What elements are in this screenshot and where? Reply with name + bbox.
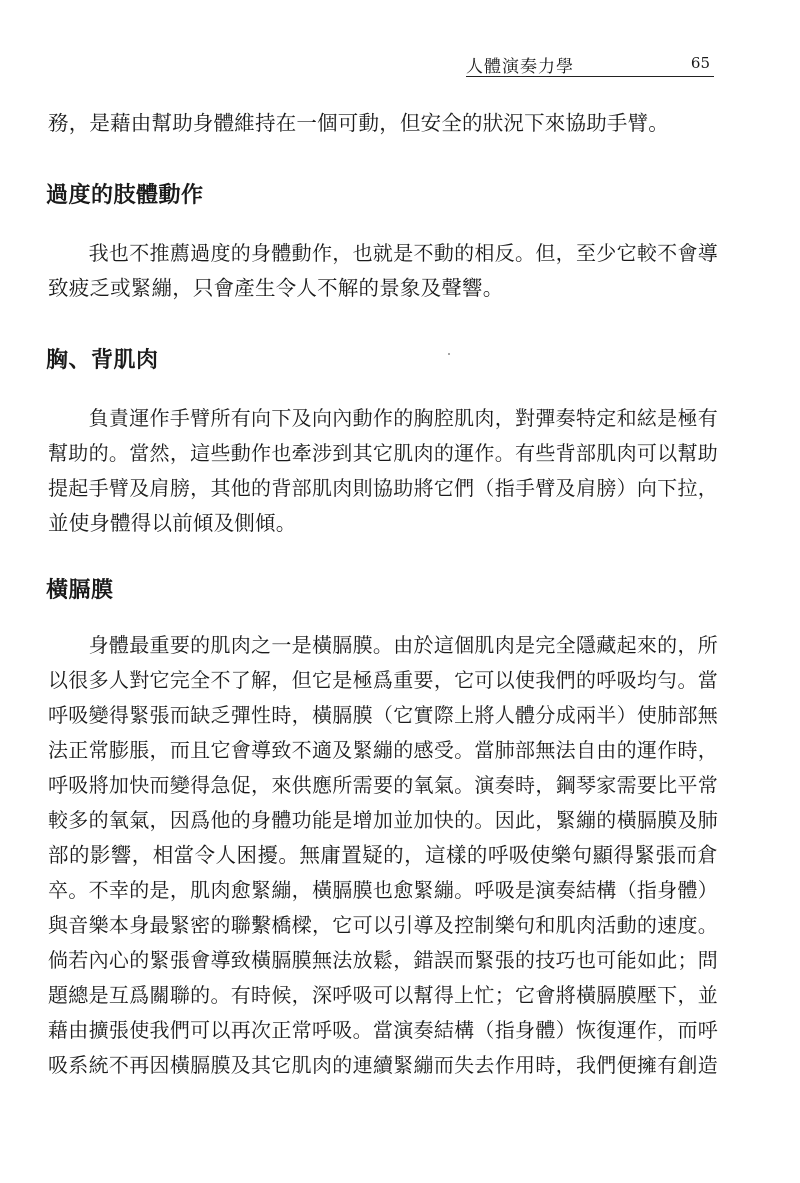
- page-number: 65: [690, 54, 710, 72]
- section-heading-chest-back-muscles: 胸、背肌肉: [46, 347, 159, 373]
- running-title: 人體演奏力學: [466, 57, 574, 77]
- paragraph-line: 卒。不幸的是，肌肉愈緊繃，橫膈膜也愈緊繃。呼吸是演奏結構（指身體）: [48, 878, 718, 902]
- paragraph-line: 身體最重要的肌肉之一是橫膈膜。由於這個肌肉是完全隱藏起來的，所: [48, 633, 718, 657]
- paragraph-line: 負責運作手臂所有向下及向內動作的胸腔肌肉，對彈奏特定和絃是極有: [48, 406, 718, 430]
- paragraph-line: 較多的氧氣，因爲他的身體功能是增加並加快的。因此，緊繃的橫膈膜及肺: [48, 808, 718, 832]
- running-header: [466, 48, 714, 77]
- paragraph-line: 呼吸變得緊張而缺乏彈性時，橫膈膜（它實際上將人體分成兩半）使肺部無: [48, 703, 718, 727]
- paragraph-line: 吸系統不再因橫膈膜及其它肌肉的連續緊繃而失去作用時，我們便擁有創造: [48, 1053, 718, 1077]
- section-heading-diaphragm: 橫膈膜: [46, 577, 114, 603]
- paragraph-line: 我也不推薦過度的身體動作，也就是不動的相反。但，至少它較不會導: [48, 241, 718, 265]
- paragraph-line: 法正常膨脹，而且它會導致不適及緊繃的感受。當肺部無法自由的運作時，: [48, 738, 718, 762]
- paragraph-line: 呼吸將加快而變得急促，來供應所需要的氧氣。演奏時，鋼琴家需要比平常: [48, 773, 718, 797]
- paragraph-line: 倘若內心的緊張會導致橫膈膜無法放鬆，錯誤而緊張的技巧也可能如此；問: [48, 948, 718, 972]
- paragraph-line: 與音樂本身最緊密的聯繫橋樑，它可以引導及控制樂句和肌肉活動的速度。: [48, 913, 718, 937]
- paragraph-line: 以很多人對它完全不了解，但它是極爲重要，它可以使我們的呼吸均勻。當: [48, 668, 718, 692]
- paragraph-line: 藉由擴張使我們可以再次正常呼吸。當演奏結構（指身體）恢復運作，而呼: [48, 1018, 718, 1042]
- paragraph-line: 並使身體得以前傾及側傾。: [48, 511, 297, 535]
- paragraph-line: 題總是互爲關聯的。有時候，深呼吸可以幫得上忙；它會將橫膈膜壓下，並: [48, 983, 718, 1007]
- section-heading-excessive-movement: 過度的肢體動作: [46, 182, 204, 208]
- paragraph-line: 務，是藉由幫助身體維持在一個可動，但安全的狀況下來協助手臂。: [48, 111, 669, 135]
- paragraph-line: 部的影響，相當令人困擾。無庸置疑的，這樣的呼吸使樂句顯得緊張而倉: [48, 843, 718, 867]
- paragraph-line: 幫助的。當然，這些動作也牽涉到其它肌肉的運作。有些背部肌肉可以幫助: [48, 441, 718, 465]
- paragraph-line: 提起手臂及肩膀，其他的背部肌肉則協助將它們（指手臂及肩膀）向下拉，: [48, 476, 718, 500]
- scan-speck: [448, 353, 450, 355]
- paragraph-line: 致疲乏或緊繃，只會產生令人不解的景象及聲響。: [48, 276, 504, 300]
